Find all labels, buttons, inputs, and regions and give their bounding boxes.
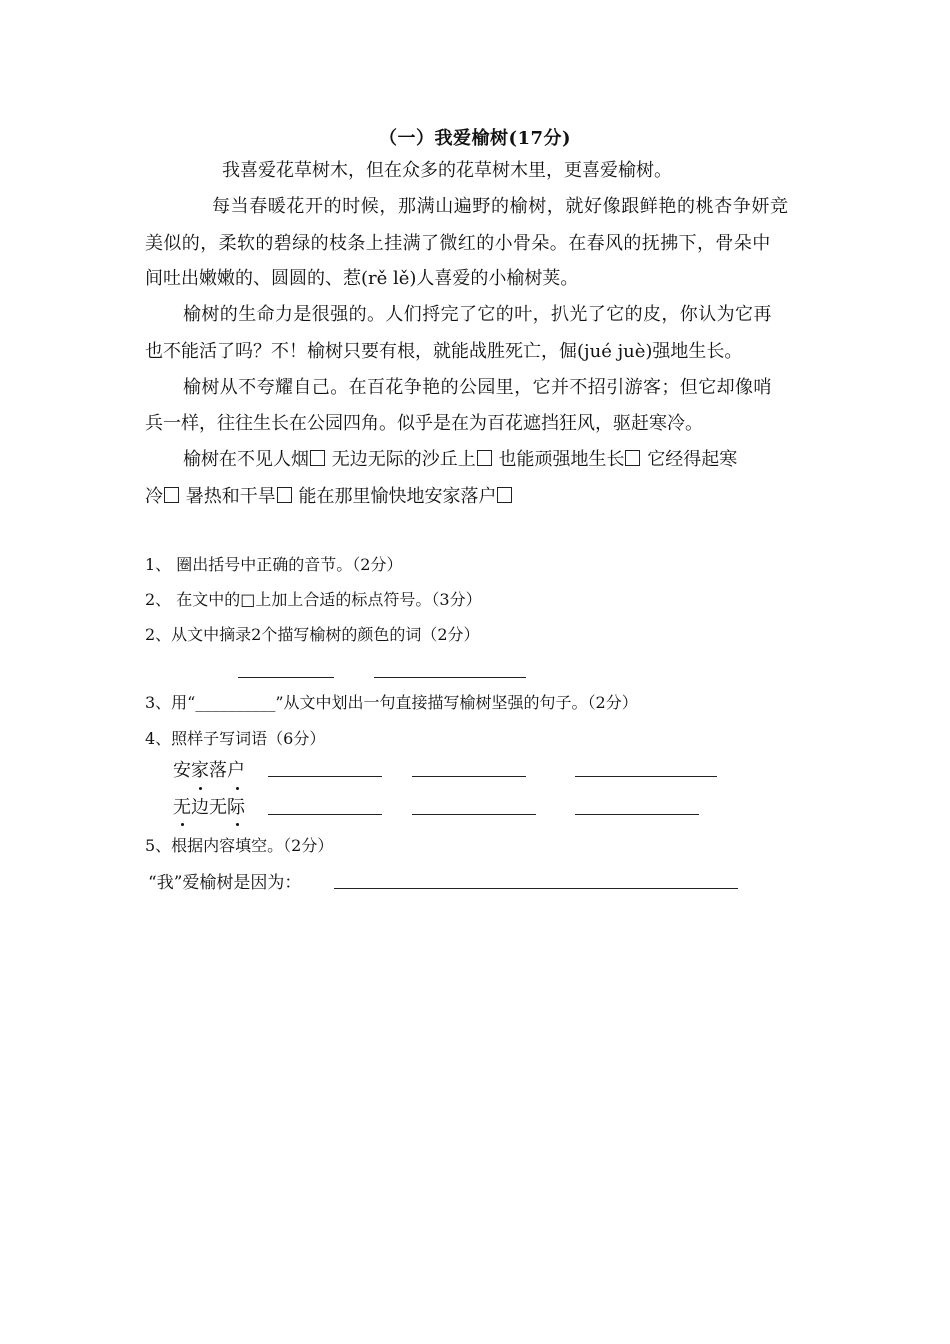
passage-line: 美似的，柔软的碧绿的枝条上挂满了微红的小骨朵。在春风的抚拂下，骨朵中 — [145, 233, 771, 254]
question-4: 3、用“__________”从文中划出一句直接描写榆树坚强的句子。（2分） — [145, 693, 638, 712]
passage-line: 我喜爱花草树木，但在众多的花草树木里，更喜爱榆树。 — [222, 160, 672, 181]
question-5: 4、照样子写词语（6分） — [145, 729, 326, 748]
passage-line: 榆树从不夸耀自己。在百花争艳的公园里，它并不招引游客；但它却像哨 — [183, 377, 772, 398]
answer-blank[interactable] — [268, 776, 382, 777]
example-word-1: 安家落户 — [173, 760, 245, 781]
answer-blank[interactable] — [575, 776, 717, 777]
question-3: 2、从文中摘录2个描写榆树的颜色的词（2分） — [145, 625, 480, 644]
punctuation-box[interactable] — [310, 450, 325, 466]
question-2: 2、 在文中的□上加上合适的标点符号。（3分） — [145, 590, 482, 609]
punctuation-box[interactable] — [497, 487, 512, 503]
passage-line: 每当春暖花开的时候，那满山遍野的榆树，就好像跟鲜艳的桃杏争妍竞 — [212, 196, 789, 217]
question-7-prompt: “我”爱榆树是因为： — [148, 873, 302, 893]
punctuation-box[interactable] — [164, 487, 179, 503]
punctuation-box[interactable] — [277, 487, 292, 503]
passage-line: 榆树的生命力是很强的。人们捋完了它的叶，扒光了它的皮，你认为它再 — [183, 304, 772, 325]
passage-line: 间吐出嫩嫩的、圆圆的、惹(rě lě)人喜爱的小榆树荚。 — [145, 268, 579, 289]
passage-fragment: 榆树在不见人烟 — [183, 449, 309, 470]
passage-fragment: 能在那里愉快地安家落户 — [298, 486, 497, 507]
answer-blank[interactable] — [575, 814, 699, 815]
question-1: 1、 圈出括号中正确的音节。（2分） — [145, 555, 403, 574]
emphasis-dot — [181, 823, 184, 826]
emphasis-dot — [199, 787, 202, 790]
question-6: 5、根据内容填空。（2分） — [145, 836, 334, 855]
passage-line: 兵一样，往往生长在公园四角。似乎是在为百花遮挡狂风，驱赶寒冷。 — [145, 413, 703, 434]
punctuation-box[interactable] — [477, 450, 492, 466]
answer-blank[interactable] — [334, 888, 738, 889]
answer-blank[interactable] — [268, 814, 382, 815]
passage-fragment: 无边无际的沙丘上 — [331, 449, 476, 470]
answer-blank[interactable] — [238, 677, 334, 678]
passage-fragment: 也能顽强地生长 — [498, 449, 625, 470]
emphasis-dot — [236, 787, 239, 790]
passage-line-with-boxes — [183, 449, 737, 471]
section-title: （一）我爱榆树(17分) — [378, 128, 572, 149]
passage-fragment: 冷 — [145, 486, 163, 507]
passage-line: 也不能活了吗？不！榆树只要有根，就能战胜死亡，倔(jué juè)强地生长。 — [145, 341, 743, 362]
punctuation-box[interactable] — [625, 450, 640, 466]
emphasis-dot — [236, 823, 239, 826]
passage-fragment: 暑热和干旱 — [185, 486, 276, 507]
example-word-2: 无边无际 — [173, 797, 245, 818]
answer-blank[interactable] — [374, 677, 526, 678]
answer-blank[interactable] — [412, 814, 536, 815]
answer-blank[interactable] — [412, 776, 526, 777]
passage-line-with-boxes — [145, 486, 513, 508]
passage-fragment: 它经得起寒 — [647, 449, 738, 470]
